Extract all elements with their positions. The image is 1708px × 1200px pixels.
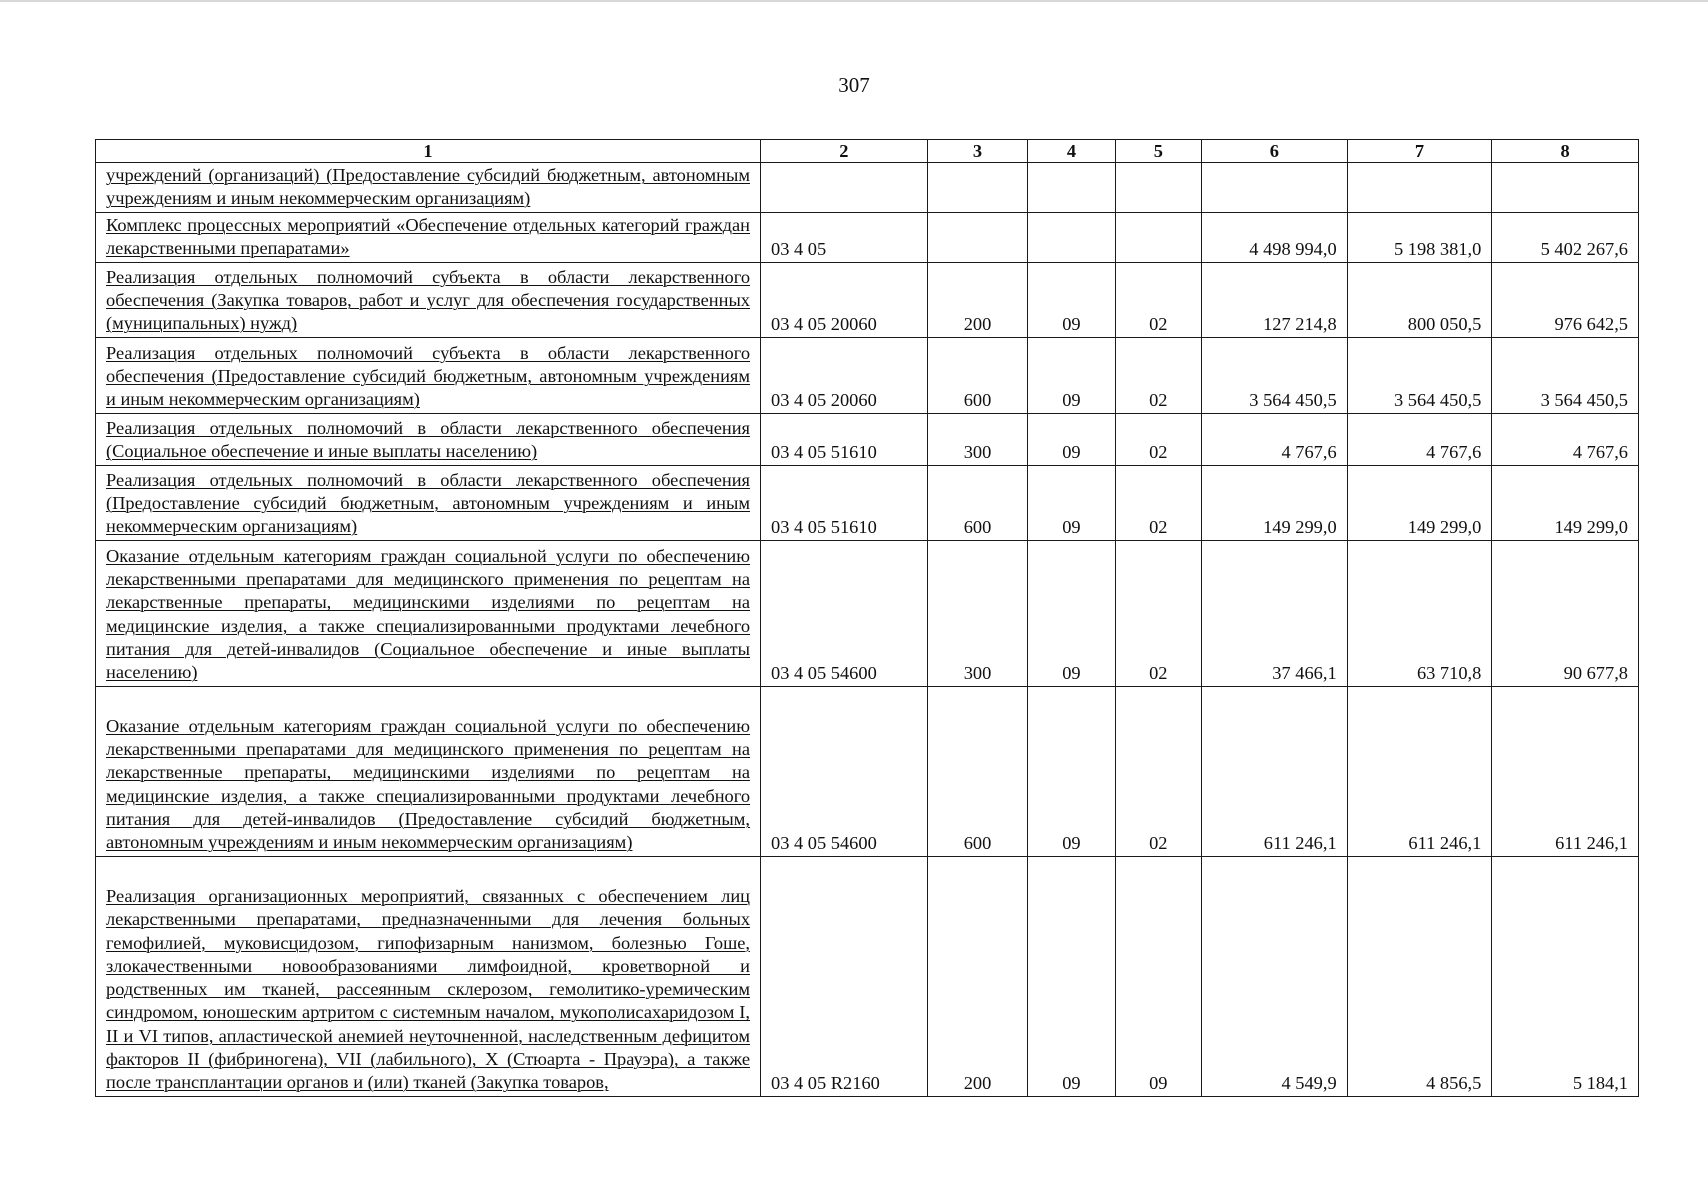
row-description: Оказание отдельным категориям граждан социальной услуги по обеспечению лекарственными препаратами для медицинского применения по рецептам на лекарственные препараты, медицинскими изделиями по рецептам на медицинские изделия, а также специализированными продуктами лечебного питания для детей-инвалидов (Социальное обеспечение и иные выплаты населению) — [96, 540, 761, 686]
row-col-7: 149 299,0 — [1347, 465, 1492, 540]
table-body — [96, 163, 1639, 1097]
row-col-6: 4 498 994,0 — [1202, 212, 1348, 262]
row-col-5: 02 — [1115, 262, 1201, 337]
header-col-8: 8 — [1492, 140, 1639, 163]
row-col-4: 09 — [1028, 262, 1115, 337]
row-col-6: 4 549,9 — [1202, 856, 1348, 1096]
row-description: Оказание отдельным категориям граждан социальной услуги по обеспечению лекарственными препаратами для медицинского применения по рецептам на лекарственные препараты, медицинскими изделиями по рецептам на медицинские изделия, а также специализированными продуктами лечебного питания для детей-инвалидов (Предоставление субсидий бюджетным, автономным учреждениям и иным некоммерческим организациям) — [96, 686, 761, 856]
row-col-7: 800 050,5 — [1347, 262, 1492, 337]
row-code: 03 4 05 51610 — [761, 413, 928, 465]
header-col-2: 2 — [761, 140, 928, 163]
row-code — [761, 163, 928, 213]
row-col-4: 09 — [1028, 465, 1115, 540]
row-col-8: 976 642,5 — [1492, 262, 1639, 337]
row-col-3: 200 — [927, 856, 1027, 1096]
row-code: 03 4 05 51610 — [761, 465, 928, 540]
row-description: Реализация отдельных полномочий субъекта в области лекарственного обеспечения (Закупка товаров, работ и услуг для обеспечения государственных (муниципальных) нужд) — [96, 262, 761, 337]
row-col-8: 90 677,8 — [1492, 540, 1639, 686]
row-col-4: 09 — [1028, 686, 1115, 856]
row-col-4: 09 — [1028, 337, 1115, 413]
row-col-6: 3 564 450,5 — [1202, 337, 1348, 413]
row-col-7: 5 198 381,0 — [1347, 212, 1492, 262]
row-col-5: 02 — [1115, 413, 1201, 465]
table-row — [96, 540, 1639, 686]
row-col-7 — [1347, 163, 1492, 213]
table-row — [96, 337, 1639, 413]
table-row — [96, 856, 1639, 1096]
header-col-4: 4 — [1028, 140, 1115, 163]
row-col-3: 600 — [927, 686, 1027, 856]
row-description: Реализация отдельных полномочий в области лекарственного обеспечения (Предоставление субсидий бюджетным, автономным учреждениям и иным некоммерческим организациям) — [96, 465, 761, 540]
row-col-5: 02 — [1115, 686, 1201, 856]
row-col-4 — [1028, 212, 1115, 262]
row-col-7: 611 246,1 — [1347, 686, 1492, 856]
row-col-4: 09 — [1028, 540, 1115, 686]
scan-top-edge — [0, 0, 1708, 2]
row-col-7: 3 564 450,5 — [1347, 337, 1492, 413]
row-col-5 — [1115, 212, 1201, 262]
row-col-3: 600 — [927, 337, 1027, 413]
header-row — [96, 140, 1639, 163]
table-header — [96, 140, 1639, 163]
budget-table — [95, 139, 1639, 1097]
row-col-5: 09 — [1115, 856, 1201, 1096]
header-col-1: 1 — [96, 140, 761, 163]
row-col-6: 611 246,1 — [1202, 686, 1348, 856]
row-col-6: 4 767,6 — [1202, 413, 1348, 465]
row-col-3: 300 — [927, 413, 1027, 465]
page-number: 307 — [838, 73, 870, 97]
row-col-3 — [927, 212, 1027, 262]
row-col-4: 09 — [1028, 413, 1115, 465]
table-row — [96, 262, 1639, 337]
row-col-8: 149 299,0 — [1492, 465, 1639, 540]
row-code: 03 4 05 — [761, 212, 928, 262]
row-description: Реализация отдельных полномочий в области лекарственного обеспечения (Социальное обеспечение и иные выплаты населению) — [96, 413, 761, 465]
row-col-4 — [1028, 163, 1115, 213]
row-col-6: 37 466,1 — [1202, 540, 1348, 686]
row-col-8 — [1492, 163, 1639, 213]
row-col-7: 63 710,8 — [1347, 540, 1492, 686]
row-col-3 — [927, 163, 1027, 213]
row-col-8: 3 564 450,5 — [1492, 337, 1639, 413]
row-description: Комплекс процессных мероприятий «Обеспечение отдельных категорий граждан лекарственными препаратами» — [96, 212, 761, 262]
row-description: Реализация организационных мероприятий, связанных с обеспечением лиц лекарственными препаратами, предназначенными для лечения больных гемофилией, муковисцидозом, гипофизарным нанизмом, болезнью Гоше, злокачественными новообразованиями лимфоидной, кроветворной и родственных им тканей, рассеянным склерозом, гемолитико-уремическим синдромом, юношеским артритом с системным началом, мукополисахаридозом I, II и VI типов, апластической анемией неуточненной, наследственным дефицитом факторов II (фибриногена), VII (лабильного), X (Стюарта - Прауэра), а также после трансплантации органов и (или) тканей (Закупка товаров, — [96, 856, 761, 1096]
row-col-3: 300 — [927, 540, 1027, 686]
table-row — [96, 465, 1639, 540]
row-col-6: 127 214,8 — [1202, 262, 1348, 337]
row-col-7: 4 767,6 — [1347, 413, 1492, 465]
row-code: 03 4 05 54600 — [761, 540, 928, 686]
row-col-8: 611 246,1 — [1492, 686, 1639, 856]
table-row — [96, 212, 1639, 262]
row-col-5: 02 — [1115, 337, 1201, 413]
row-code: 03 4 05 20060 — [761, 262, 928, 337]
row-col-4: 09 — [1028, 856, 1115, 1096]
table-row — [96, 413, 1639, 465]
row-col-8: 5 402 267,6 — [1492, 212, 1639, 262]
row-col-3: 600 — [927, 465, 1027, 540]
row-col-8: 5 184,1 — [1492, 856, 1639, 1096]
row-col-5 — [1115, 163, 1201, 213]
row-col-6: 149 299,0 — [1202, 465, 1348, 540]
row-col-6 — [1202, 163, 1348, 213]
header-col-5: 5 — [1115, 140, 1201, 163]
header-col-3: 3 — [927, 140, 1027, 163]
row-col-3: 200 — [927, 262, 1027, 337]
table-row — [96, 686, 1639, 856]
row-col-5: 02 — [1115, 465, 1201, 540]
row-col-8: 4 767,6 — [1492, 413, 1639, 465]
row-code: 03 4 05 R2160 — [761, 856, 928, 1096]
row-description: учреждений (организаций) (Предоставление субсидий бюджетным, автономным учреждениям и иным некоммерческим организациям) — [96, 163, 761, 213]
row-col-5: 02 — [1115, 540, 1201, 686]
row-description: Реализация отдельных полномочий субъекта в области лекарственного обеспечения (Предоставление субсидий бюджетным, автономным учреждениям и иным некоммерческим организациям) — [96, 337, 761, 413]
header-col-7: 7 — [1347, 140, 1492, 163]
header-col-6: 6 — [1202, 140, 1348, 163]
row-code: 03 4 05 20060 — [761, 337, 928, 413]
table-row — [96, 163, 1639, 213]
row-col-7: 4 856,5 — [1347, 856, 1492, 1096]
row-code: 03 4 05 54600 — [761, 686, 928, 856]
